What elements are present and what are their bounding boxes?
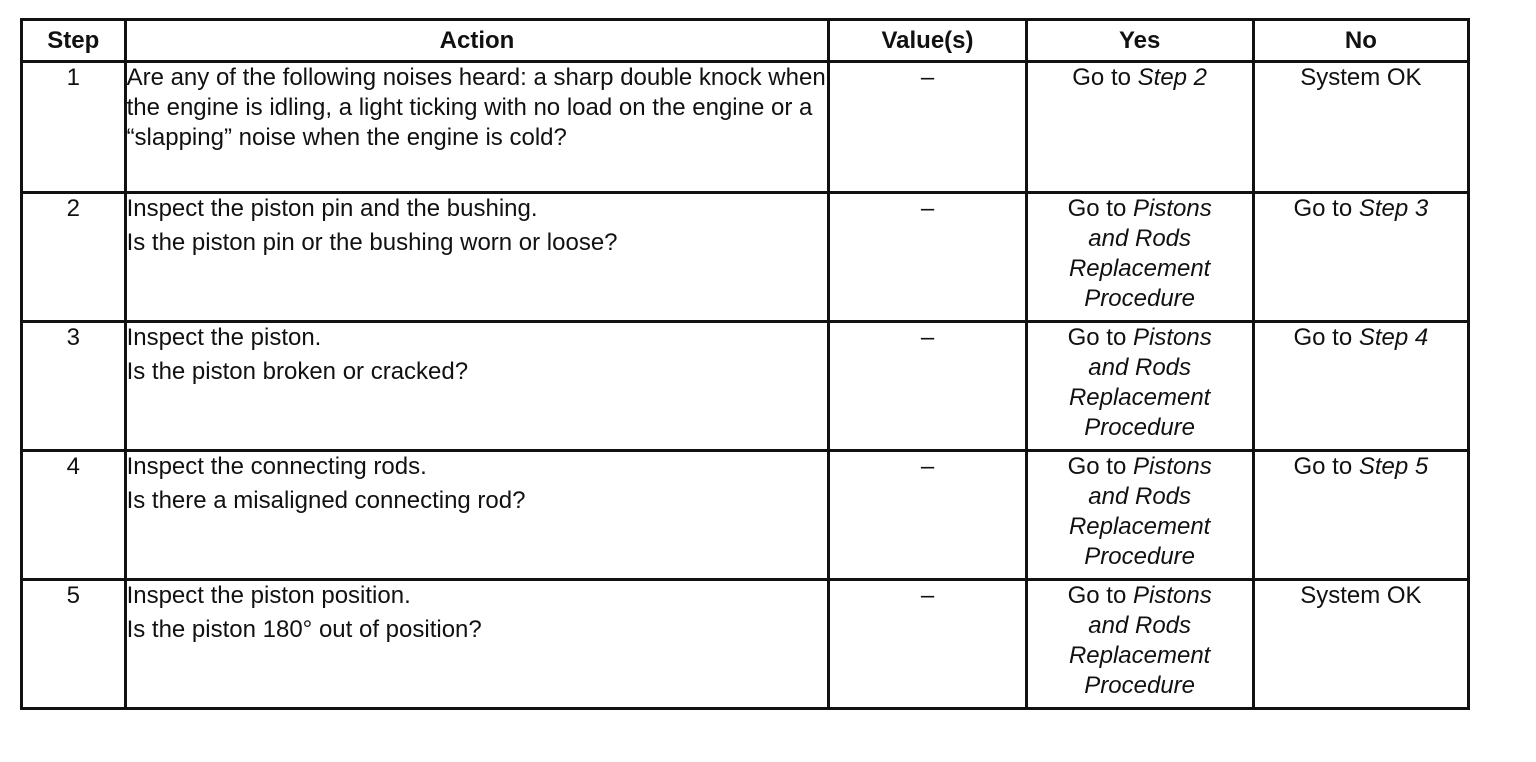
yes-target-1: Pistons [1132,582,1212,609]
value-cell: – [829,62,1026,193]
action-cell [125,580,829,709]
action-cell [125,62,829,193]
value-cell: – [829,580,1026,709]
yes-cell [1026,322,1253,451]
action-cell [125,193,829,322]
yes-prefix: Go to [1067,453,1127,480]
yes-target-2: and Rods [1088,225,1192,252]
table-row [22,322,1469,451]
value-cell: – [829,451,1026,580]
no-cell [1253,451,1468,580]
action-question: Is the piston 180° out of position? [126,616,482,643]
step-number: 1 [22,62,126,193]
yes-target-3: Replacement [1068,642,1211,669]
yes-cell [1026,62,1253,193]
yes-target-4: Procedure [1084,414,1196,441]
yes-cell [1026,451,1253,580]
no-cell [1253,62,1468,193]
step-number: 4 [22,451,126,580]
yes-target-2: and Rods [1088,354,1192,381]
table-row [22,451,1469,580]
header-step: Step [22,20,126,62]
action-question: Is there a misaligned connecting rod? [126,487,526,514]
yes-target-4: Procedure [1084,285,1196,312]
action-question: Is the piston broken or cracked? [126,358,469,385]
no-target: Step 4 [1358,324,1429,351]
action-question: Is the piston pin or the bushing worn or loose? [126,229,618,256]
yes-target: Step 2 [1137,64,1208,91]
step-number: 3 [22,322,126,451]
yes-line-1 [1028,194,1252,224]
step-number: 2 [22,193,126,322]
action-cell [125,322,829,451]
action-text: Inspect the piston. [126,324,322,351]
no-text: System OK [1300,64,1422,91]
value-cell: – [829,193,1026,322]
no-prefix: Go to [1293,195,1353,222]
yes-target-3: Replacement [1068,513,1211,540]
header-no: No [1253,20,1468,62]
yes-prefix: Go to [1067,324,1127,351]
table-row [22,62,1469,193]
action-text: Inspect the piston position. [126,582,411,609]
value-cell: – [829,322,1026,451]
table-row [22,580,1469,709]
yes-target-4: Procedure [1084,543,1196,570]
header-values: Value(s) [829,20,1026,62]
diagnostic-table [20,18,1470,710]
step-number: 5 [22,580,126,709]
yes-line-1 [1028,323,1252,353]
no-cell [1253,580,1468,709]
no-text: System OK [1300,582,1422,609]
yes-target-2: and Rods [1088,612,1192,639]
no-cell [1253,193,1468,322]
action-text: Inspect the connecting rods. [126,453,427,480]
yes-cell [1026,193,1253,322]
no-target: Step 5 [1358,453,1429,480]
yes-target-1: Pistons [1132,453,1212,480]
yes-target-1: Pistons [1132,324,1212,351]
header-yes: Yes [1026,20,1253,62]
no-prefix: Go to [1293,324,1353,351]
yes-target-3: Replacement [1068,384,1211,411]
yes-target-3: Replacement [1068,255,1211,282]
action-cell [125,451,829,580]
header-row [22,20,1469,62]
yes-prefix: Go to [1072,64,1131,91]
yes-line-1 [1028,581,1252,611]
table-row [22,193,1469,322]
action-text: Inspect the piston pin and the bushing. [126,195,538,222]
yes-cell [1026,580,1253,709]
yes-prefix: Go to [1067,582,1127,609]
no-prefix: Go to [1293,453,1353,480]
yes-line-1 [1028,452,1252,482]
header-action: Action [125,20,829,62]
yes-prefix: Go to [1067,195,1127,222]
yes-target-2: and Rods [1088,483,1192,510]
no-target: Step 3 [1358,195,1429,222]
no-cell [1253,322,1468,451]
yes-target-4: Procedure [1084,672,1196,699]
yes-target-1: Pistons [1132,195,1212,222]
action-text: Are any of the following noises heard: a sharp double knock when the engine is idling, a light ticking with no load on the engine or a “slapping” noise when the engine is cold? [126,64,826,151]
